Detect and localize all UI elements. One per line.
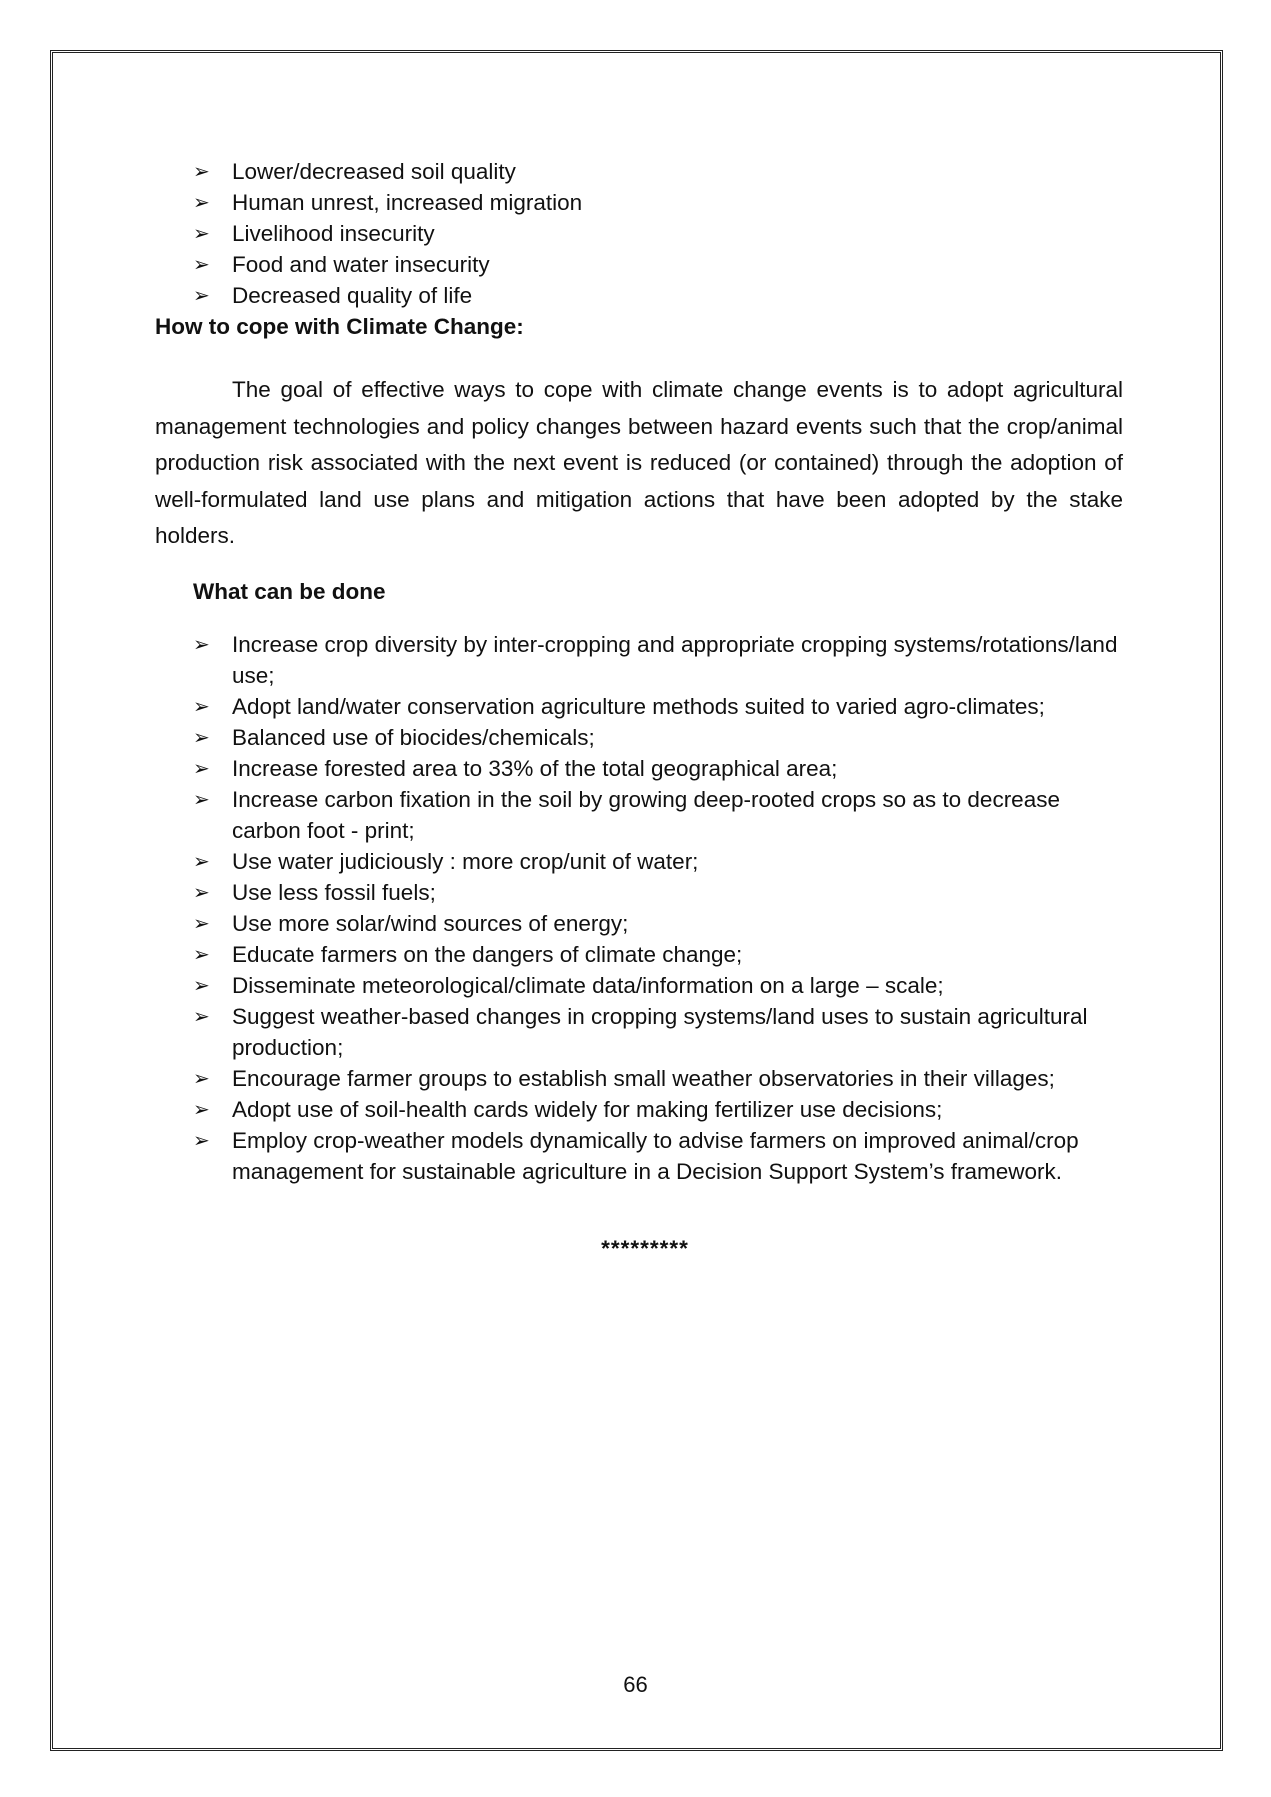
- page-content: [155, 156, 1123, 1264]
- arrow-bullet-icon: ➢: [193, 252, 210, 276]
- list-item: [193, 970, 1123, 1001]
- list-item: [193, 280, 1123, 311]
- list-item-text: Adopt land/water conservation agriculture methods suited to varied agro-climates;: [232, 693, 1045, 719]
- arrow-bullet-icon: ➢: [193, 972, 210, 997]
- arrow-bullet-icon: ➢: [193, 221, 210, 245]
- list-item: [193, 846, 1123, 877]
- arrow-bullet-icon: ➢: [193, 786, 210, 811]
- list-item: [193, 1125, 1123, 1187]
- arrow-bullet-icon: ➢: [193, 159, 210, 183]
- list-item-text: Suggest weather-based changes in cropping systems/land uses to sustain agricultural production;: [232, 1003, 1088, 1060]
- list-item: [193, 877, 1123, 908]
- list-item: [193, 722, 1123, 753]
- arrow-bullet-icon: ➢: [193, 1127, 210, 1152]
- section-separator: *********: [601, 1235, 689, 1261]
- list-item: [193, 1063, 1123, 1094]
- arrow-bullet-icon: ➢: [193, 1096, 210, 1121]
- list-item-text: Increase crop diversity by inter-cropping and appropriate cropping systems/rotations/land use;: [232, 631, 1118, 688]
- arrow-bullet-icon: ➢: [193, 631, 210, 656]
- list-item: [193, 187, 1123, 218]
- subheading-what-can-be-done: What can be done: [193, 578, 386, 604]
- list-item-text: Decreased quality of life: [232, 283, 473, 308]
- section-heading-cope: How to cope with Climate Change:: [155, 314, 524, 339]
- list-item-text: Increase forested area to 33% of the total geographical area;: [232, 755, 838, 781]
- arrow-bullet-icon: ➢: [193, 283, 210, 307]
- effects-list: [155, 156, 1123, 311]
- list-item-text: Use less fossil fuels;: [232, 879, 436, 905]
- list-item: [193, 1094, 1123, 1125]
- arrow-bullet-icon: ➢: [193, 724, 210, 749]
- list-item-text: Lower/decreased soil quality: [232, 159, 516, 184]
- list-item: [193, 939, 1123, 970]
- page-number: 66: [623, 1672, 648, 1697]
- list-item: [193, 249, 1123, 280]
- list-item: [193, 908, 1123, 939]
- arrow-bullet-icon: ➢: [193, 755, 210, 780]
- arrow-bullet-icon: ➢: [193, 1065, 210, 1090]
- actions-list: [155, 629, 1123, 1187]
- arrow-bullet-icon: ➢: [193, 1003, 210, 1028]
- list-item-text: Use water judiciously : more crop/unit of water;: [232, 848, 699, 874]
- list-item: [193, 691, 1123, 722]
- arrow-bullet-icon: ➢: [193, 190, 210, 214]
- list-item: [193, 629, 1123, 691]
- list-item-text: Encourage farmer groups to establish small weather observatories in their villages;: [232, 1065, 1055, 1091]
- list-item-text: Disseminate meteorological/climate data/information on a large – scale;: [232, 972, 944, 998]
- list-item: [193, 1001, 1123, 1063]
- goal-paragraph: The goal of effective ways to cope with climate change events is to adopt agricultural management technologies and policy changes between hazard events such that the crop/animal production risk associated with the next event is reduced (or contained) through the adoption of well-formulated land use plans and mitigation actions that have been adopted by the stake holders.: [155, 377, 1123, 548]
- arrow-bullet-icon: ➢: [193, 910, 210, 935]
- list-item: [193, 218, 1123, 249]
- arrow-bullet-icon: ➢: [193, 848, 210, 873]
- list-item-text: Employ crop-weather models dynamically to advise farmers on improved animal/crop management for sustainable agriculture in a Decision Support System’s framework.: [232, 1127, 1079, 1184]
- list-item: [193, 156, 1123, 187]
- list-item-text: Balanced use of biocides/chemicals;: [232, 724, 595, 750]
- arrow-bullet-icon: ➢: [193, 693, 210, 718]
- arrow-bullet-icon: ➢: [193, 941, 210, 966]
- list-item-text: Educate farmers on the dangers of climate change;: [232, 941, 743, 967]
- list-item-text: Increase carbon fixation in the soil by growing deep-rooted crops so as to decrease carbon foot - print;: [232, 786, 1060, 843]
- list-item-text: Adopt use of soil-health cards widely for making fertilizer use decisions;: [232, 1096, 943, 1122]
- list-item-text: Use more solar/wind sources of energy;: [232, 910, 629, 936]
- list-item-text: Livelihood insecurity: [232, 221, 435, 246]
- list-item-text: Food and water insecurity: [232, 252, 490, 277]
- arrow-bullet-icon: ➢: [193, 879, 210, 904]
- list-item-text: Human unrest, increased migration: [232, 190, 583, 215]
- list-item: [193, 753, 1123, 784]
- list-item: [193, 784, 1123, 846]
